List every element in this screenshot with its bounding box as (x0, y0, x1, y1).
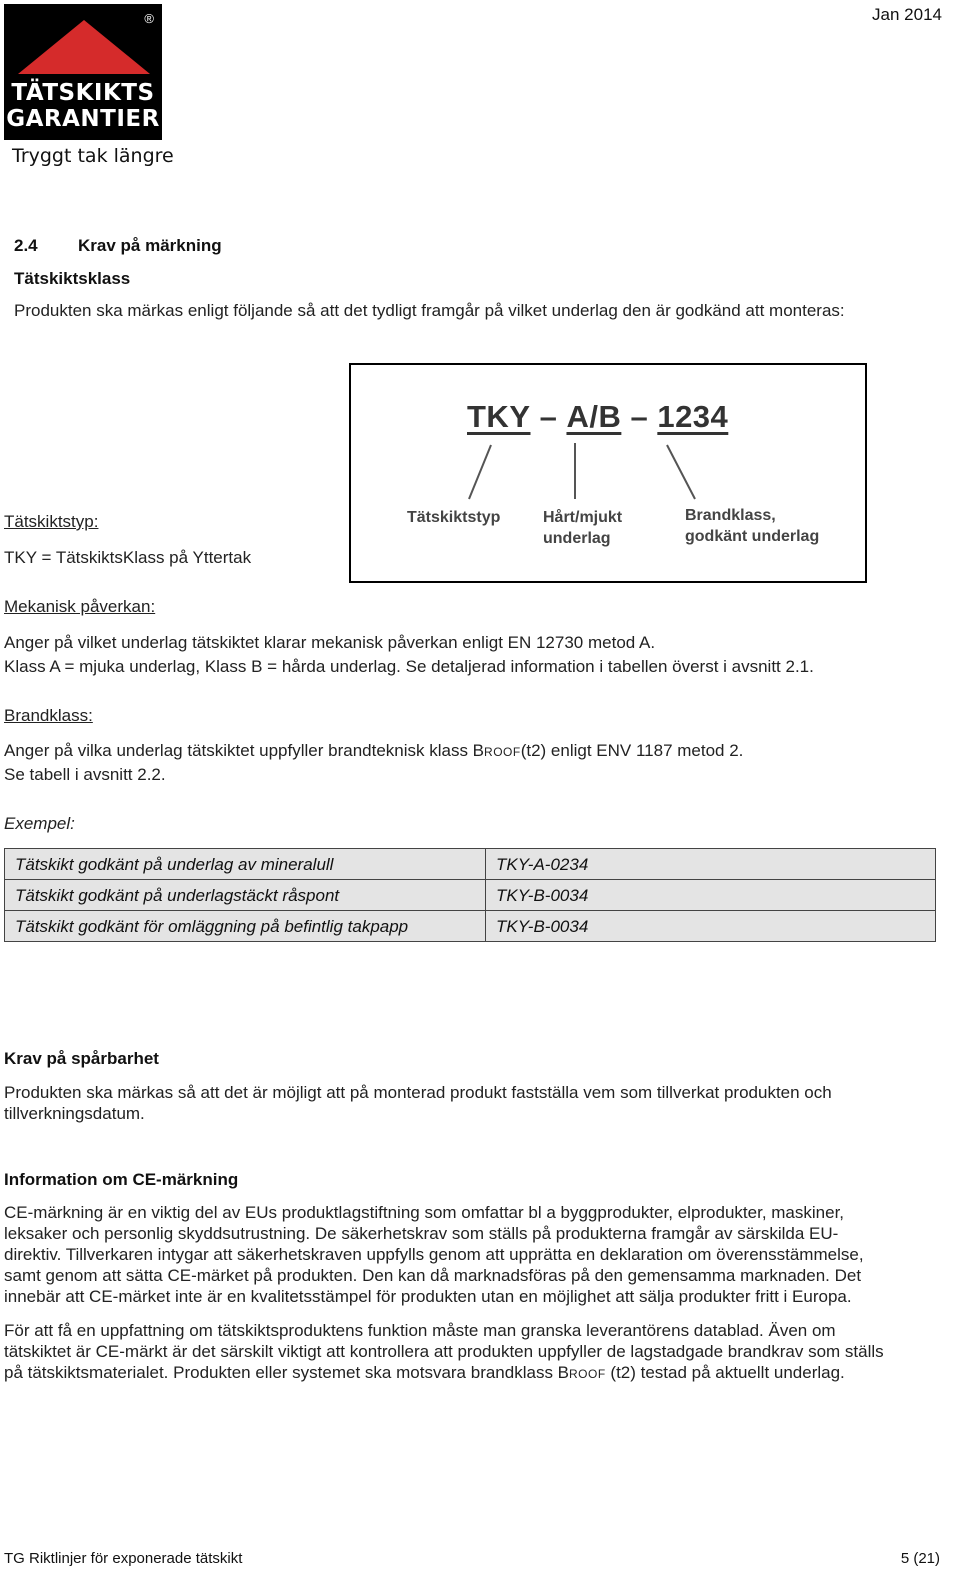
ce-p2-line3-end: (t2) testad på aktuellt underlag. (605, 1363, 845, 1382)
label-underlag (543, 507, 622, 549)
sparbarhet-line2: tillverkningsdatum. (4, 1104, 145, 1123)
code-separator-2: – (621, 399, 658, 434)
brandklass-label: Brandklass: (4, 706, 93, 725)
label-brandklass-line2: godkänt underlag (685, 528, 820, 545)
ce-heading: Information om CE-märkning (4, 1170, 239, 1189)
code-base: A/B (566, 399, 622, 434)
example-description: Tätskikt godkänt på underlag av mineralull (5, 849, 486, 880)
ce-p2-line3 (4, 1362, 845, 1385)
subsection-heading: Tätskiktsklass (14, 269, 131, 288)
tatskiktstyp-text: TKY = TätskiktsKlass på Yttertak (4, 548, 252, 567)
ce-p2-line2: tätskiktet är CE-märkt är det särskilt viktigt att kontrollera att produkten uppfyller de lagstadgade brandkrav som ställs (4, 1342, 884, 1361)
registered-mark: ® (144, 11, 154, 26)
footer-page-number: 5 (21) (900, 1550, 940, 1567)
section-heading (14, 235, 222, 256)
ce-p2-line1: För att få en uppfattning om tätskiktsproduktens funktion måste man granska leverantörens datablad. Även om (4, 1321, 836, 1340)
tatskiktstyp-label: Tätskiktstyp: (4, 512, 99, 531)
sparbarhet-heading: Krav på spårbarhet (4, 1049, 159, 1068)
ce-p1-line5: innebär att CE-märket inte är en kvalitetsstämpel för produkten utan en möjlighet att sälja produkter fritt i Europa. (4, 1287, 852, 1306)
document-date: Jan 2014 (872, 5, 942, 24)
mekanisk-line2: Klass A = mjuka underlag, Klass B = hårda underlag. Se detaljerad information i tabellen överst i avsnitt 2.1. (4, 657, 814, 676)
ce-p1-line3: direktiv. Tillverkaren intygar att säkerhetskraven uppfylls genom att upprätta en deklaration om överensstämmelse, (4, 1245, 864, 1264)
example-code: TKY-A-0234 (486, 849, 936, 880)
example-description: Tätskikt godkänt på underlagstäckt råspont (5, 880, 486, 911)
section-title: Krav på märkning (78, 236, 222, 255)
logo-text-line1: TÄTSKIKTS (11, 80, 155, 106)
footer-document-title: TG Riktlinjer för exponerade tätskikt (4, 1550, 243, 1567)
label-tatskiktstyp: Tätskiktstyp (407, 509, 501, 526)
example-description: Tätskikt godkänt för omläggning på befintlig takpapp (5, 911, 486, 942)
marking-code (467, 399, 728, 435)
label-underlag-line2: underlag (543, 530, 611, 547)
brandklass-roof-subscript: ROOF (484, 745, 521, 759)
example-table (4, 848, 936, 942)
intro-paragraph: Produkten ska märkas enligt följande så att det tydligt framgår på vilket underlag den är godkänd att monteras: (14, 301, 845, 320)
mekanisk-label: Mekanisk påverkan: (4, 597, 156, 616)
code-separator-1: – (530, 399, 567, 434)
ce-p1-line1: CE-märkning är en viktig del av EUs produktlagstiftning som omfattar bl a byggprodukter, elprodukter, maskiner, (4, 1203, 845, 1222)
table-row (5, 911, 936, 942)
label-brandklass (685, 505, 819, 547)
ce-p2-line3-text: på tätskiktsmaterialet. Produkten eller systemet ska motsvara brandklass B (4, 1363, 570, 1382)
table-row (5, 849, 936, 880)
ce-p1-line4: samt genom att sätta CE-märket på produkten. Den kan då marknadsföras på den gemensamma marknaden. Det (4, 1266, 862, 1285)
brandklass-line1-text: Anger på vilka underlag tätskiktet uppfyller brandteknisk klass B (4, 741, 485, 760)
section-number: 2.4 (14, 236, 38, 255)
label-underlag-line1: Hårt/mjukt (543, 509, 623, 526)
ce-roof-subscript: ROOF (569, 1367, 606, 1381)
brandklass-line1 (4, 740, 743, 763)
logo-text-line2: GARANTIER (6, 106, 160, 132)
logo-tagline: Tryggt tak längre (12, 145, 174, 167)
brandklass-line1-end: (t2) enligt ENV 1187 metod 2. (520, 741, 744, 760)
exempel-label: Exempel: (4, 814, 75, 833)
table-row (5, 880, 936, 911)
code-type: TKY (467, 399, 531, 434)
example-code: TKY-B-0034 (486, 880, 936, 911)
mekanisk-line1: Anger på vilket underlag tätskiktet klarar mekanisk påverkan enligt EN 12730 metod A. (4, 633, 656, 652)
brandklass-line2: Se tabell i avsnitt 2.2. (4, 765, 166, 784)
ce-p1-line2: leksaker och personlig skyddsutrustning. De säkerhetskrav som ställs på produkterna framgår av särskilda EU- (4, 1224, 839, 1243)
example-code: TKY-B-0034 (486, 911, 936, 942)
label-brandklass-line1: Brandklass, (685, 507, 776, 524)
code-fire-class: 1234 (657, 399, 729, 434)
marking-diagram (349, 363, 867, 583)
sparbarhet-line1: Produkten ska märkas så att det är möjligt att på monterad produkt fastställa vem som tillverkat produkten och (4, 1083, 832, 1102)
company-logo (4, 4, 162, 140)
